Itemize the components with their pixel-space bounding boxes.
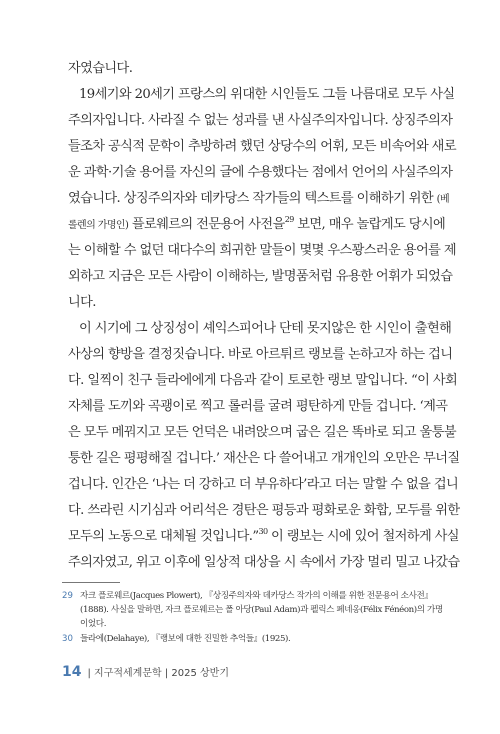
page-number: 14 [62,664,82,680]
body-line-11: 이 시기에 그 상징성이 셰익스피어나 단테 못지않은 한 시인이 출현해 [79,321,452,336]
body-line-9: 외하고 지금은 모든 사람이 이해하는, 발명품처럼 유용한 어휘가 되었습 [68,269,453,284]
inline-paren: (베 [436,194,450,205]
body-line-17: 겁니다. 인간은 ‘나는 더 강하고 더 부유하다’라고 더는 말할 수 없을 겁니 [68,477,459,492]
body-line-7 [68,214,446,234]
footnote-ref-30[interactable]: 30 [258,526,268,536]
body-line-8: 는 이해할 수 없던 대다수의 희귀한 말들이 몇몇 우스꽝스러운 용어를 제 [68,243,456,258]
inline-paren-2: 롤렌의 가명인) [68,220,129,231]
footnote-29-line-2: (1888). 사실을 말하면, 자크 플로웨르는 폴 아당(Paul Adam)과 펠릭스 페네옹(Félix Fénéon)의 가명 [80,605,443,615]
body-line-19-text: 모두의 노동으로 대체될 것입니다.” [68,529,259,544]
body-line-15: 은 모두 메꿔지고 모든 언덕은 내려앉으며 굽은 길은 똑바로 되고 울퉁불 [68,425,456,440]
body-line-4: 들조차 공식적 문학이 추방하려 했던 상당수의 어휘, 모든 비속어와 새로 [68,139,456,154]
body-line-1: 자였습니다. [68,61,133,76]
body-line-14: 자체를 도끼와 곡괭이로 찍고 롤러를 굴려 평탄하게 만들 겁니다. ‘계곡 [68,399,448,414]
body-line-6 [68,191,450,208]
body-line-7-tail: 보면, 매우 놀랍게도 당시에 [293,217,446,232]
footnote-divider [62,582,120,583]
body-line-2: 19세기와 20세기 프랑스의 위대한 시인들도 그들 나름대로 모두 사실 [79,87,455,102]
body-line-19 [68,526,459,545]
body-line-10: 니다. [68,295,96,310]
body-line-3: 주의자입니다. 사라질 수 없는 성과를 낸 사실주의자입니다. 상징주의자 [68,113,453,128]
footnote-ref-29[interactable]: 29 [284,214,294,224]
running-head: | 지구적세계문학 | 2025 상반기 [87,668,229,679]
body-line-16: 퉁한 길은 평평해질 겁니다.’ 재산은 다 쓸어내고 개개인의 오만은 무너질 [68,451,460,466]
body-line-13: 다. 일찍이 친구 들라에에게 다음과 같이 토로한 랭보 말입니다. “이 사회 [68,373,458,388]
body-line-20: 주의자였고, 위고 이후에 일상적 대상을 시 속에서 가장 멀리 밀고 나갔습 [68,555,460,570]
footnote-29-line-3: 이었다. [80,619,107,629]
footnote-29-number: 29 [62,591,73,601]
body-line-18: 다. 쓰라린 시기심과 어리석은 경탄은 평등과 평화로운 화합, 모두를 위한 [68,503,460,518]
body-line-6-text: 였습니다. 상징주의자와 데카당스 작가들의 텍스트를 이해하기 위한 [68,191,434,206]
footnote-29-line-1: 자크 플로웨르(Jacques Plowert), 『상징주의자와 데카당스 작가의 이해를 위한 전문용어 소사전』 [80,591,433,601]
body-line-12: 사상의 향방을 결정짓습니다. 바로 아르튀르 랭보를 논하고자 하는 겁니 [68,347,453,362]
footnote-30-line-1: 들라에(Delahaye), 『랭보에 대한 진밀한 추억들』(1925). [80,634,291,644]
body-line-19-tail: 이 랭보는 시에 있어 철저하게 사실 [267,529,459,544]
footnote-30-number: 30 [62,634,73,644]
page-folio [62,664,229,680]
body-line-5: 운 과학·기술 용어를 자신의 글에 수용했다는 점에서 언어의 사실주의자 [68,165,453,180]
body-line-7-text: 플로웨르의 전문용어 사전을 [131,217,285,232]
